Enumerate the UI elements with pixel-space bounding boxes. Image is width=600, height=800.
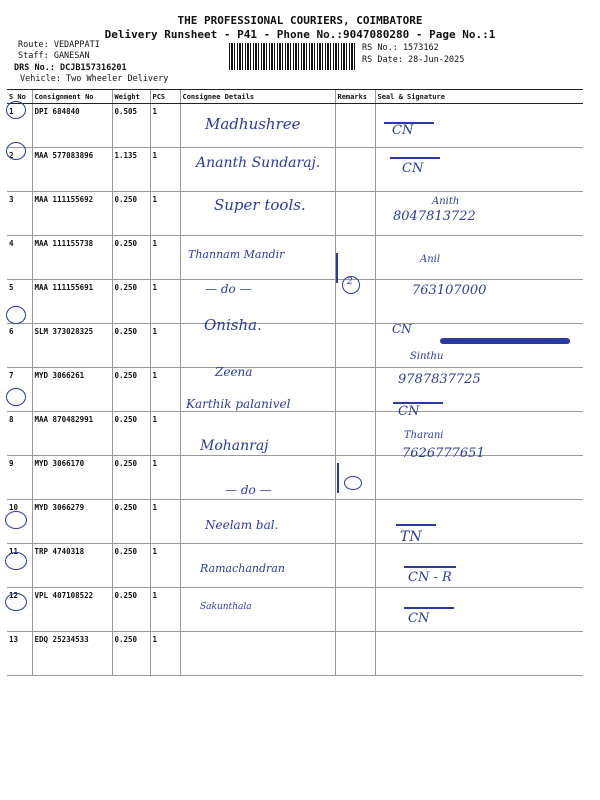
cell-pcs: 1 bbox=[150, 412, 180, 456]
cell-weight: 0.250 bbox=[112, 588, 150, 632]
table-row bbox=[7, 456, 583, 500]
seal-underline bbox=[384, 122, 434, 124]
cell-sno: 6 bbox=[7, 324, 32, 368]
header-remarks: Remarks bbox=[335, 90, 375, 104]
seal-mark: CN bbox=[392, 322, 412, 336]
cell-consignment: MYD 3066261 bbox=[32, 368, 112, 412]
scribble-mark bbox=[440, 338, 570, 344]
table-row bbox=[7, 588, 583, 632]
cell-pcs: 1 bbox=[150, 544, 180, 588]
sno-circle-mark bbox=[5, 593, 27, 611]
cell-weight: 0.250 bbox=[112, 500, 150, 544]
drs-number: DRS No.: DCJB157316201 bbox=[14, 63, 127, 73]
company-title: THE PROFESSIONAL COURIERS, COIMBATORE bbox=[177, 14, 423, 27]
cell-sno: 9 bbox=[7, 456, 32, 500]
handwritten-phone: 7626777651 bbox=[402, 446, 485, 461]
handwritten-name: Mohanraj bbox=[200, 438, 269, 454]
cell-sno: 11 bbox=[7, 544, 32, 588]
cell-weight: 0.250 bbox=[112, 324, 150, 368]
cell-remarks bbox=[335, 236, 375, 280]
cell-remarks bbox=[335, 324, 375, 368]
sno-circle-mark bbox=[6, 101, 26, 119]
cell-consignment: MAA 870482991 bbox=[32, 412, 112, 456]
handwritten-name: Super tools. bbox=[214, 196, 306, 214]
cell-weight: 0.250 bbox=[112, 368, 150, 412]
cell-weight: 0.250 bbox=[112, 236, 150, 280]
sno-circle-mark bbox=[6, 306, 26, 324]
barcode-image bbox=[229, 43, 356, 70]
staff-label: Staff: GANESAN bbox=[18, 51, 90, 61]
signature-mark: Anith bbox=[432, 196, 460, 207]
cell-pcs: 1 bbox=[150, 588, 180, 632]
handwritten-name: Thannam Mandir bbox=[188, 248, 285, 261]
cell-consignment: DPI 684840 bbox=[32, 104, 112, 148]
cell-seal bbox=[375, 632, 583, 676]
cell-sno: 5 bbox=[7, 280, 32, 324]
cell-weight: 0.250 bbox=[112, 456, 150, 500]
seal-mark: CN bbox=[408, 611, 430, 626]
cell-consignment: MAA 111155691 bbox=[32, 280, 112, 324]
seal-mark: CN bbox=[402, 161, 424, 176]
cell-sno: 1 bbox=[7, 104, 32, 148]
handwritten-name: Karthik palanivel bbox=[186, 397, 291, 411]
cell-pcs: 1 bbox=[150, 368, 180, 412]
cell-remarks bbox=[335, 632, 375, 676]
cell-remarks bbox=[335, 544, 375, 588]
cell-weight: 0.250 bbox=[112, 632, 150, 676]
cell-weight: 0.250 bbox=[112, 192, 150, 236]
cell-consignee bbox=[180, 632, 335, 676]
cell-pcs: 1 bbox=[150, 500, 180, 544]
signature-mark: Tharani bbox=[404, 430, 444, 441]
cell-consignment: MAA 111155738 bbox=[32, 236, 112, 280]
cell-sno: 7 bbox=[7, 368, 32, 412]
handwritten-ditto: — do — bbox=[205, 282, 252, 296]
cell-consignment: MAA 577083896 bbox=[32, 148, 112, 192]
cell-consignment: TRP 4740318 bbox=[32, 544, 112, 588]
header-pcs: PCS bbox=[150, 90, 180, 104]
handwritten-phone: 763107000 bbox=[412, 283, 487, 298]
handwritten-name: Madhushree bbox=[205, 115, 301, 133]
cell-seal bbox=[375, 588, 583, 632]
cell-consignment: EDQ 25234533 bbox=[32, 632, 112, 676]
seal-underline bbox=[390, 157, 440, 159]
table-row bbox=[7, 236, 583, 280]
cell-pcs: 1 bbox=[150, 456, 180, 500]
seal-underline bbox=[404, 566, 456, 568]
table-row bbox=[7, 324, 583, 368]
vehicle-label: Vehicle: Two Wheeler Delivery bbox=[20, 74, 169, 84]
cell-consignment: MYD 3066170 bbox=[32, 456, 112, 500]
table-row bbox=[7, 412, 583, 456]
handwritten-name: Zeena bbox=[215, 365, 253, 379]
header-consignee: Consignee Details bbox=[180, 90, 335, 104]
cell-sno: 8 bbox=[7, 412, 32, 456]
sno-circle-mark bbox=[6, 142, 26, 160]
sno-circle-mark bbox=[6, 388, 26, 406]
handwritten-name: Ananth Sundaraj. bbox=[196, 155, 321, 171]
cell-sno: 4 bbox=[7, 236, 32, 280]
cell-pcs: 1 bbox=[150, 148, 180, 192]
signature-mark: Sinthu bbox=[410, 351, 444, 362]
cell-pcs: 1 bbox=[150, 324, 180, 368]
cell-weight: 1.135 bbox=[112, 148, 150, 192]
handwritten-name: Onisha. bbox=[204, 316, 262, 334]
cell-seal bbox=[375, 456, 583, 500]
cell-remarks bbox=[335, 500, 375, 544]
seal-mark: CN bbox=[392, 123, 414, 138]
seal-underline bbox=[393, 402, 443, 404]
cell-sno: 3 bbox=[7, 192, 32, 236]
signature-mark: Anil bbox=[420, 254, 441, 265]
cell-weight: 0.250 bbox=[112, 544, 150, 588]
handwritten-phone: 9787837725 bbox=[398, 372, 481, 387]
header-sno: S No bbox=[7, 90, 32, 104]
table-row bbox=[7, 280, 583, 324]
header-seal: Seal & Signature bbox=[375, 90, 583, 104]
sno-circle-mark bbox=[5, 511, 27, 529]
table-header-row bbox=[7, 90, 583, 104]
remark-circle-mark bbox=[344, 476, 362, 490]
seal-underline bbox=[404, 607, 454, 609]
cell-consignment: MYD 3066279 bbox=[32, 500, 112, 544]
table-row bbox=[7, 368, 583, 412]
seal-mark: CN - R bbox=[408, 570, 452, 585]
seal-mark: CN bbox=[398, 404, 420, 419]
bracket-mark bbox=[337, 463, 339, 493]
bracket-mark bbox=[336, 253, 338, 283]
cell-weight: 0.505 bbox=[112, 104, 150, 148]
cell-weight: 0.250 bbox=[112, 280, 150, 324]
cell-weight: 0.250 bbox=[112, 412, 150, 456]
handwritten-name: Neelam bal. bbox=[205, 518, 279, 532]
handwritten-ditto: — do — bbox=[225, 483, 272, 497]
seal-mark: TN bbox=[400, 529, 422, 545]
header-consignment: Consignment No bbox=[32, 90, 112, 104]
cell-remarks bbox=[335, 192, 375, 236]
rs-number: RS No.: 1573162 bbox=[362, 43, 439, 53]
cell-sno: 12 bbox=[7, 588, 32, 632]
rs-date: RS Date: 28-Jun-2025 bbox=[362, 55, 465, 65]
cell-consignment: SLM 373028325 bbox=[32, 324, 112, 368]
cell-sno: 13 bbox=[7, 632, 32, 676]
cell-consignment: VPL 407108522 bbox=[32, 588, 112, 632]
header-weight: Weight bbox=[112, 90, 150, 104]
runsheet-subtitle: Delivery Runsheet - P41 - Phone No.:9047080280 - Page No.:1 bbox=[104, 28, 496, 41]
cell-sno: 2 bbox=[7, 148, 32, 192]
cell-remarks bbox=[335, 148, 375, 192]
table-row bbox=[7, 500, 583, 544]
cell-pcs: 1 bbox=[150, 192, 180, 236]
handwritten-name: Ramachandran bbox=[200, 562, 285, 575]
runsheet-table bbox=[7, 89, 583, 676]
cell-seal bbox=[375, 236, 583, 280]
table-row bbox=[7, 544, 583, 588]
cell-pcs: 1 bbox=[150, 104, 180, 148]
cell-remarks bbox=[335, 104, 375, 148]
remark-mark: 2 bbox=[347, 277, 353, 287]
cell-remarks bbox=[335, 368, 375, 412]
handwritten-phone: 8047813722 bbox=[393, 209, 476, 224]
cell-pcs: 1 bbox=[150, 632, 180, 676]
table-row bbox=[7, 632, 583, 676]
cell-consignment: MAA 111155692 bbox=[32, 192, 112, 236]
cell-pcs: 1 bbox=[150, 280, 180, 324]
route-label: Route: VEDAPPATI bbox=[18, 40, 100, 50]
sno-circle-mark bbox=[5, 552, 27, 570]
cell-remarks bbox=[335, 412, 375, 456]
handwritten-name: Sakunthala bbox=[200, 602, 252, 612]
cell-remarks bbox=[335, 588, 375, 632]
cell-pcs: 1 bbox=[150, 236, 180, 280]
cell-sno: 10 bbox=[7, 500, 32, 544]
seal-underline bbox=[396, 524, 436, 526]
